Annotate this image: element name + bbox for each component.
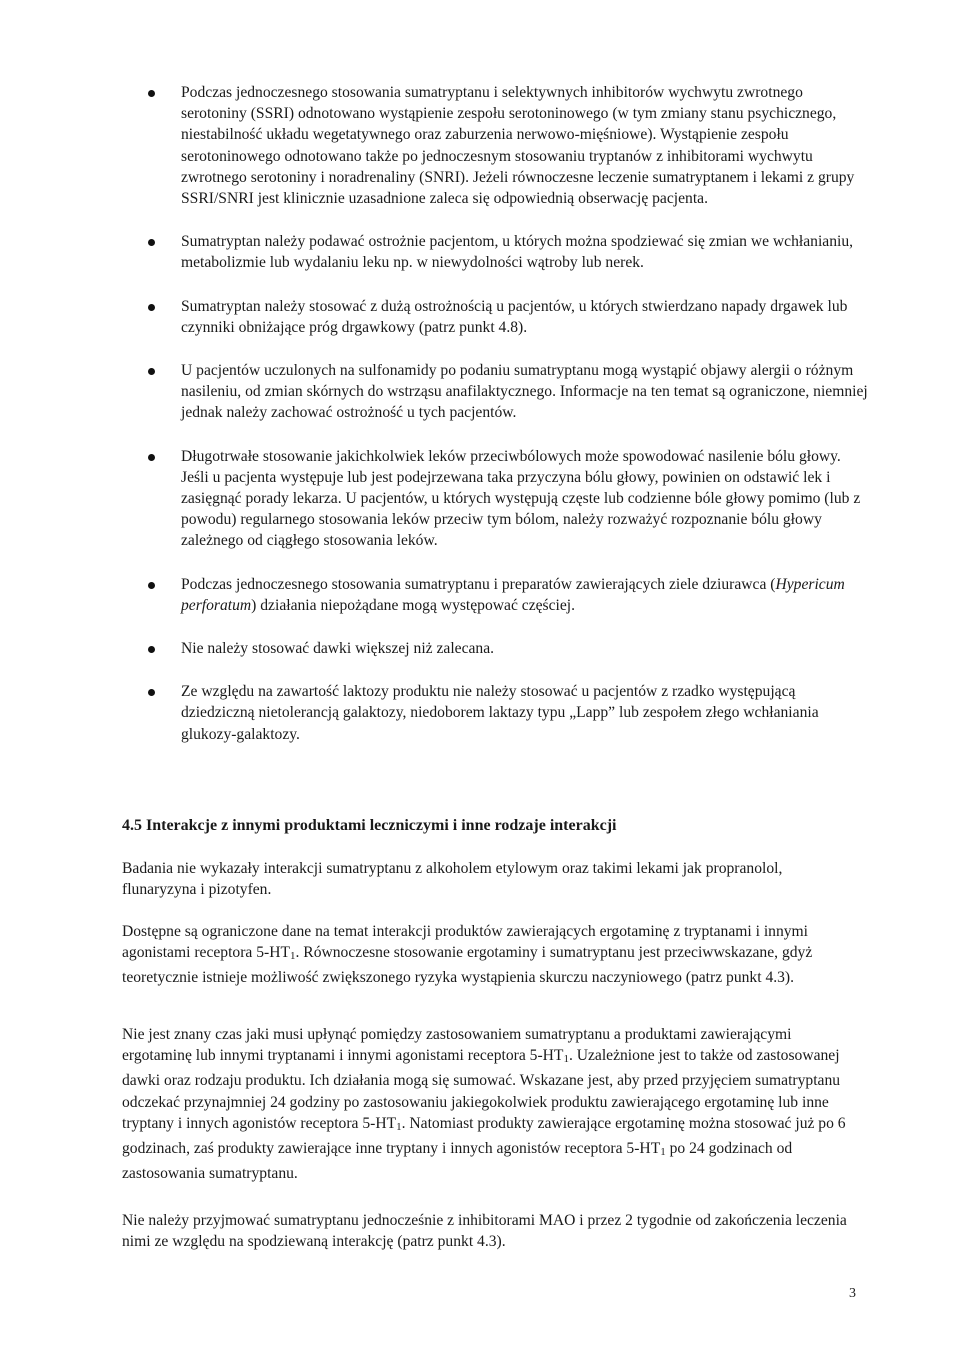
list-item — [148, 82, 868, 209]
list-item — [148, 231, 868, 273]
subscript: 1 — [563, 1053, 569, 1066]
list-item-text: Ze względu na zawartość laktozy produktu nie należy stosować u pacjentów z rzadko występującą dziedziczną nietolerancją galaktozy, niedoborem laktazy typu „Lapp” lub zespołem złego wchłaniania glukozy-galaktozy. — [181, 683, 819, 743]
latin-name: Hypericum perforatum — [181, 575, 845, 614]
list-item — [148, 638, 868, 659]
precautions-list — [148, 82, 868, 767]
list-item-text: Podczas jednoczesnego stosowania sumatryptanu i selektywnych inhibitorów wychwytu zwrotnego serotoniny (SSRI) odnotowano wystąpienie zespołu serotoninowego (w tym zmiany stanu psychicznego, niestabilność układu wegetatywnego oraz zaburzenia nerwowo-mięśniowe). Wystąpienie zespołu serotoninowego odnotowano także po jednoczesnym stosowaniu tryptanów z inhibitorami wychwytu zwrotnego serotoniny i noradrenaliny (SNRI). Jeżeli równoczesne leczenie sumatryptanem i lekami z grupy SSRI/SNRI jest klinicznie uzasadnione zaleca się odpowiednią obserwację pacjenta. — [181, 84, 855, 208]
list-item — [148, 574, 868, 616]
paragraph: Badania nie wykazały interakcji sumatryptanu z alkoholem etylowym oraz takimi lekami jak propranolol, flunaryzyna i pizotyfen. — [122, 860, 783, 899]
paragraph: Dostępne są ograniczone dane na temat interakcji produktów zawierających ergotaminę z tryptanami i innymi agonistami receptora 5-HT1. Równoczesne stosowanie ergotaminy i sumatryptanu jest przeciwwskazane, gdyż teoretycznie istnieje możliwość zwiększonego ryzyka wystąpienia skurczu naczyniowego (patrz punkt 4.3). — [122, 923, 813, 987]
bullet-icon — [148, 304, 155, 311]
list-item — [148, 296, 868, 338]
list-item — [148, 360, 868, 424]
paragraph: Nie należy przyjmować sumatryptanu jednocześnie z inhibitorami MAO i przez 2 tygodnie od zakończenia leczenia nimi ze względu na spodziewaną interakcję (patrz punkt 4.3). — [122, 1212, 847, 1251]
subscript: 1 — [290, 950, 296, 963]
subscript: 1 — [660, 1146, 666, 1159]
section-heading: 4.5 Interakcje z innymi produktami leczniczymi i inne rodzaje interakcji — [122, 817, 617, 834]
bullet-icon — [148, 368, 155, 375]
bullet-icon — [148, 90, 155, 97]
list-item-text: Sumatryptan należy stosować z dużą ostrożnością u pacjentów, u których stwierdzano napady drgawek lub czynniki obniżające próg drgawkowy (patrz punkt 4.8). — [181, 297, 848, 336]
list-item — [148, 681, 868, 745]
bullet-icon — [148, 239, 155, 246]
paragraph: Nie jest znany czas jaki musi upłynąć pomiędzy zastosowaniem sumatryptanu a produktami zawierającymi ergotaminę lub innymi tryptanami i innymi agonistami receptora 5-HT1. Uzależnione jest to także od zastosowanej dawki oraz rodzaju produktu. Ich działania mogą się sumować. Wskazane jest, aby przed przyjęciem sumatryptanu odczekać przynajmniej 24 godziny po zastosowaniu jakiegokolwiek produktu zawierającego ergotaminę lub inne tryptany i innych agonistów receptora 5-HT1. Natomiast produkty zawierające ergotaminę można stosować już po 6 godzinach, zaś produkty zawierające inne tryptany i innych agonistów receptora 5-HT1 po 24 godzinach od zastosowania sumatryptanu. — [122, 1026, 846, 1183]
bullet-icon — [148, 582, 155, 589]
list-item-text: Nie należy stosować dawki większej niż zalecana. — [181, 640, 495, 658]
list-item — [148, 446, 868, 552]
subscript: 1 — [396, 1120, 402, 1133]
list-item-text: Długotrwałe stosowanie jakichkolwiek leków przeciwbólowych może spowodować nasilenie bólu głowy. Jeśli u pacjenta występuje lub jest podejrzewana taka przyczyna bólu głowy, powinien on odstawić lek i zasięgnąć porady lekarza. U pacjentów, u których występują częste lub codzienne bóle głowy pomimo (lub z powodu) regularnego stosowania leków przeciw tym bólom, należy rozważyć rozpoznanie bólu głowy zależnego od ciągłego stosowania leków. — [181, 447, 861, 550]
list-item-text: Sumatryptan należy podawać ostrożnie pacjentom, u których można spodziewać się zmian we wchłanianiu, metabolizmie lub wydalaniu leku np. w niewydolności wątroby lub nerek. — [181, 233, 854, 272]
bullet-icon — [148, 689, 155, 696]
bullet-icon — [148, 454, 155, 461]
page-number: 3 — [849, 1286, 856, 1301]
list-item-text: U pacjentów uczulonych na sulfonamidy po podaniu sumatryptanu mogą wystąpić objawy alergii o różnym nasileniu, od zmian skórnych do wstrząsu anafilaktycznego. Informacje na ten temat są ograniczone, niemniej jednak należy zachować ostrożność u tych pacjentów. — [181, 362, 868, 422]
list-item-text: Podczas jednoczesnego stosowania sumatryptanu i preparatów zawierających ziele dziurawca (Hypericum perforatum) działania niepożądane mogą występować częściej. — [181, 575, 845, 614]
bullet-icon — [148, 646, 155, 653]
